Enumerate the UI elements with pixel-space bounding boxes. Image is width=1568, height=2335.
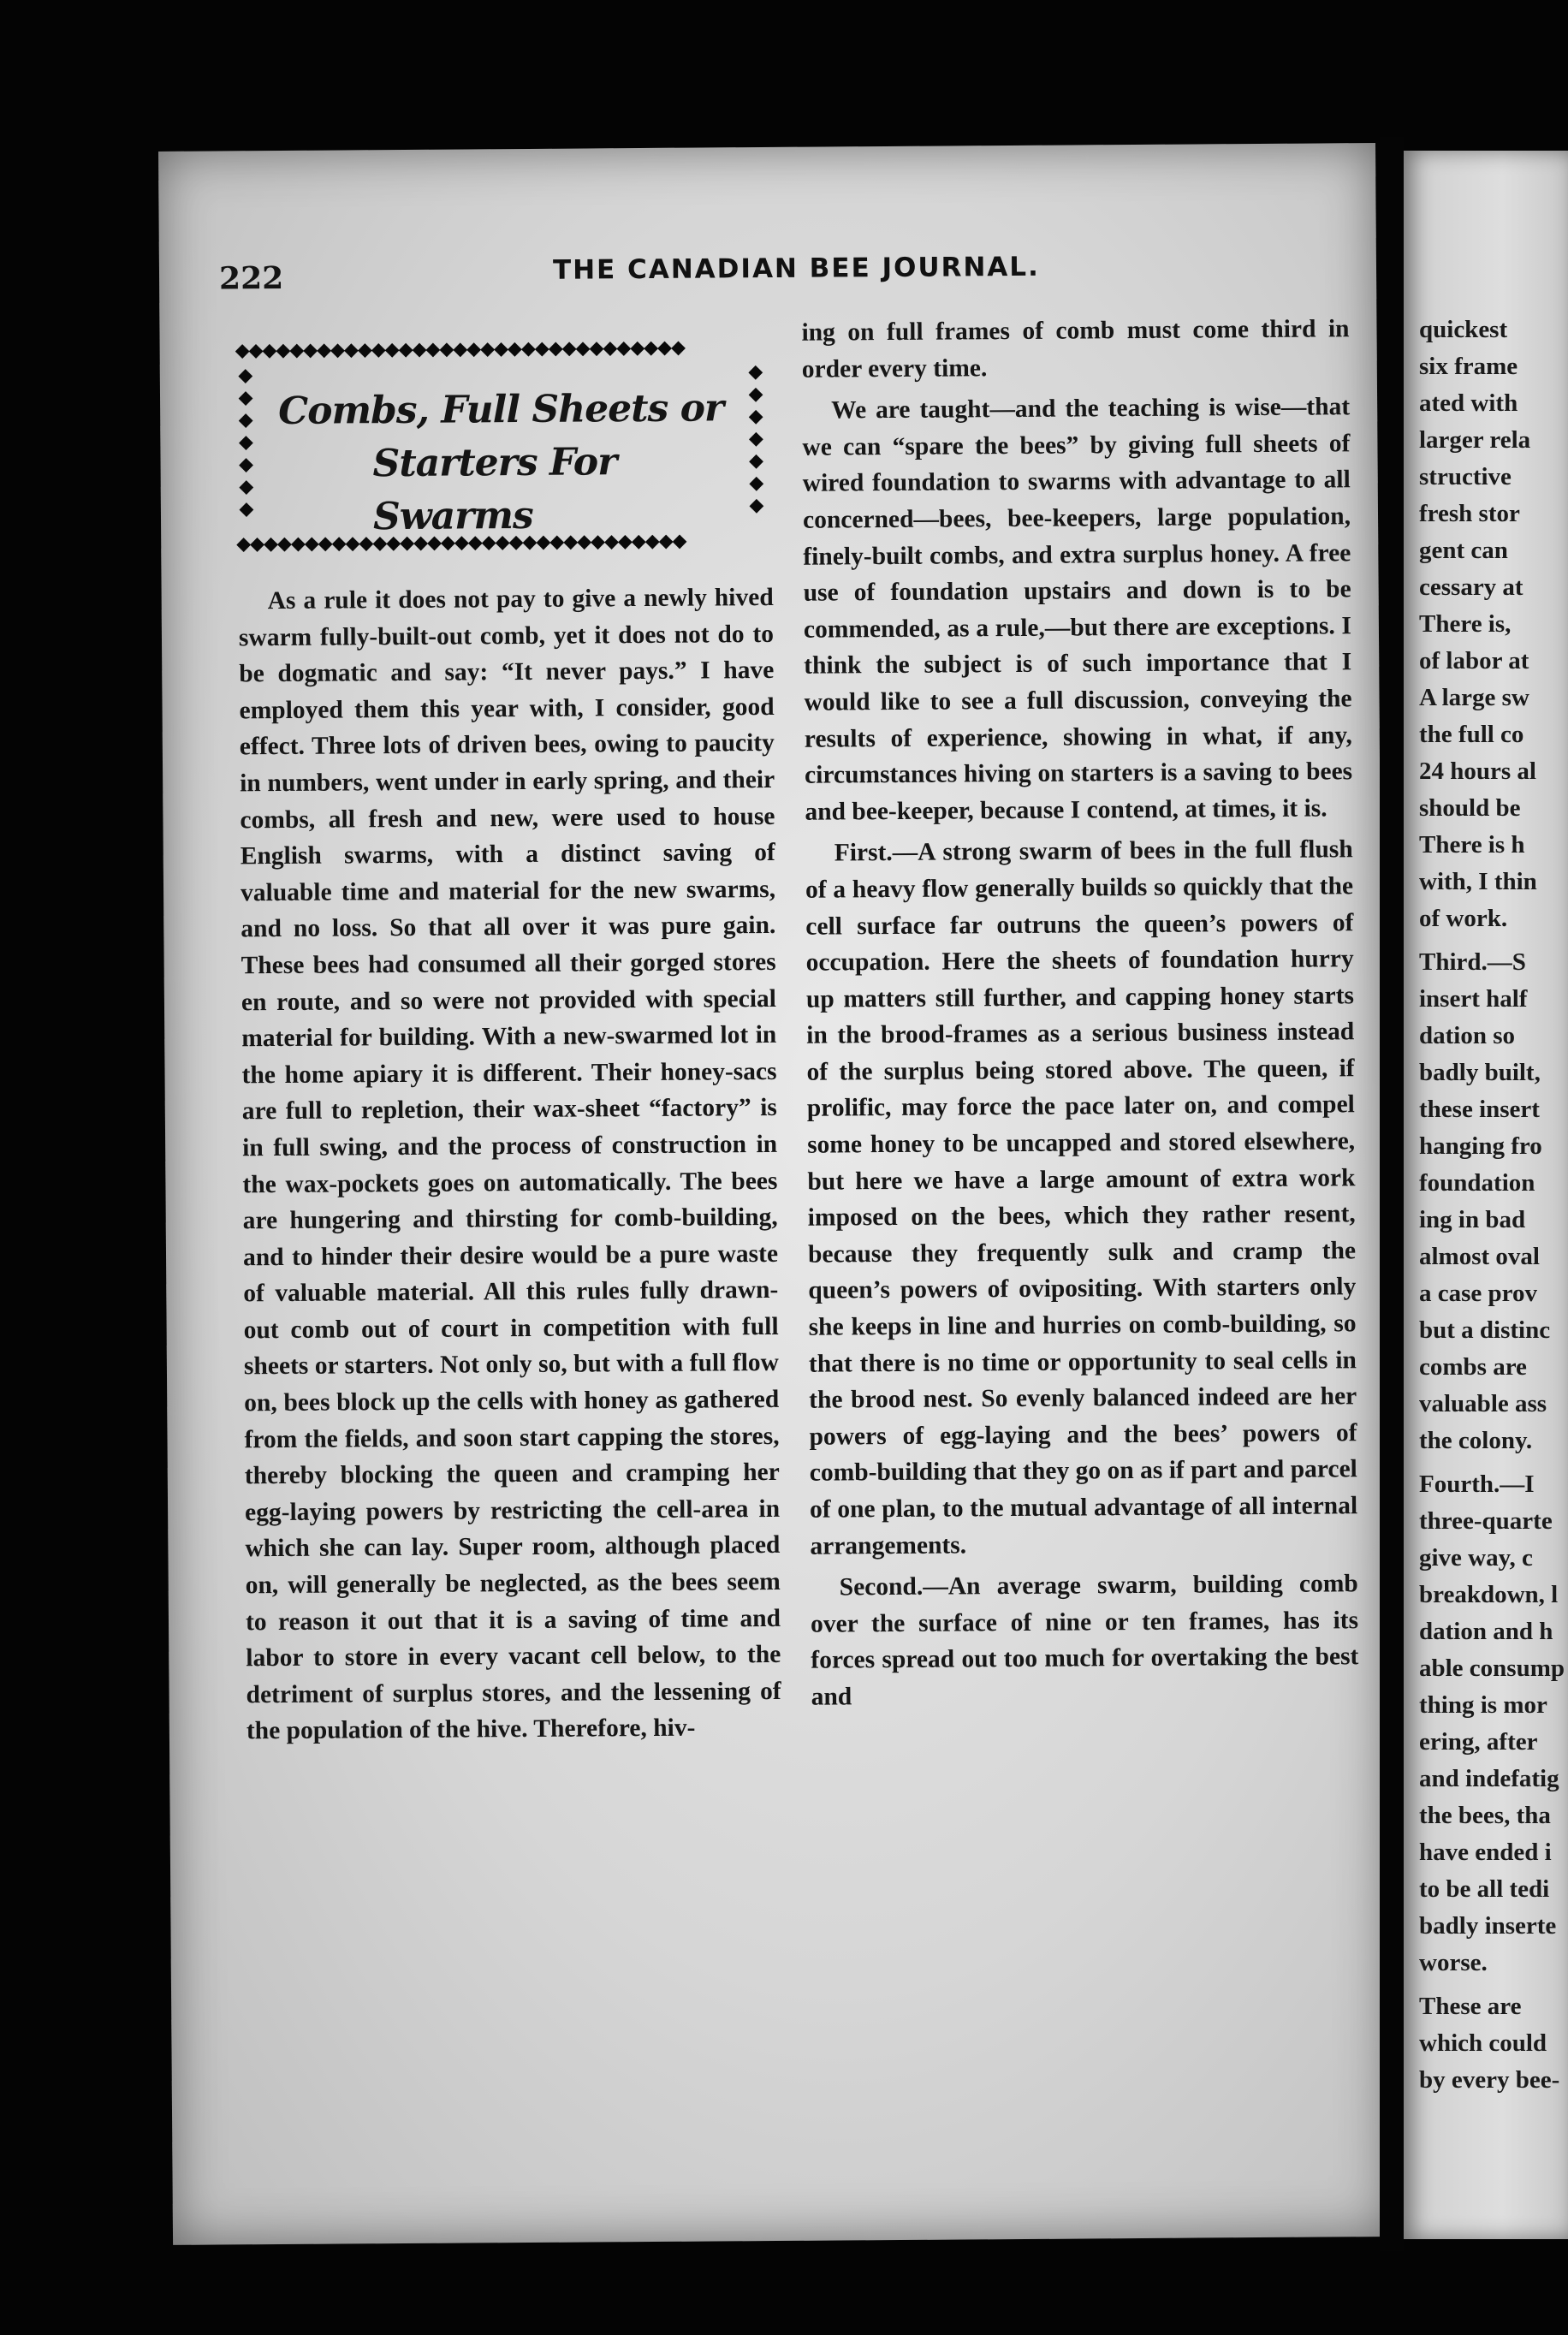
decorative-border-right: ◆ ◆ ◆ ◆ ◆ ◆ ◆ [748, 361, 764, 517]
next-page-line: which could [1419, 2029, 1547, 2057]
next-page-line: structive [1419, 463, 1512, 490]
next-page-line: quickest [1419, 316, 1508, 343]
next-page-line: combs are [1419, 1353, 1527, 1381]
next-page-line: give way, c [1419, 1544, 1533, 1572]
next-page-line: thing is mor [1419, 1691, 1547, 1719]
next-page-line: but a distinc [1419, 1316, 1551, 1344]
next-page-line: insert half [1419, 985, 1528, 1013]
next-page-line: dation so [1419, 1022, 1516, 1049]
journal-title: THE CANADIAN BEE JOURNAL. [552, 251, 1041, 286]
next-page-text-lines [1419, 312, 1568, 2099]
next-page-line: breakdown, l [1419, 1581, 1559, 1608]
next-page-line: the colony. [1419, 1427, 1533, 1454]
next-page-line: hanging fro [1419, 1132, 1542, 1160]
next-page-line: three-quarte [1419, 1507, 1553, 1535]
journal-page [158, 143, 1390, 2245]
next-page-line: badly built, [1419, 1059, 1541, 1086]
next-page-line: fresh stor [1419, 500, 1520, 527]
paragraph: We are taught—and the teaching is wise—that we can “spare the bees” by giving full sheets of wired foundation to swarms with advantage to all concerned—bees, bee-keepers, large population, finely-built combs, and extra surplus honey. A free use of foundation upstairs and down is to be commended, as a rule,—but there are exceptions. I think the subject is of such importance that I would like to see a full discussion, conveying the results of experience, showing in what, if any, circumstances hiving on starters is a saving to bees and bee-keeper, because I contend, at times, it is. [802, 393, 1353, 826]
next-page-line: dation and h [1419, 1618, 1553, 1645]
next-page-line: cessary at [1419, 573, 1523, 601]
next-page-line: ering, after [1419, 1728, 1538, 1756]
article-title-box [235, 337, 768, 555]
next-page-line: These are [1419, 1993, 1522, 2020]
next-page-line: worse. [1419, 1949, 1488, 1976]
next-page-line: foundation [1419, 1169, 1535, 1197]
page-number: 222 [218, 259, 284, 297]
next-page-line: badly inserte [1419, 1912, 1557, 1940]
article-title [278, 382, 724, 544]
next-page-line: by every bee- [1419, 2066, 1560, 2094]
next-page-line: gent can [1419, 537, 1508, 564]
next-page-line: with, I thin [1419, 868, 1537, 895]
next-page-line: six frame [1419, 353, 1518, 380]
article-title-line-1: Combs, Full Sheets or [277, 386, 724, 433]
decorative-border-bottom: ◆◆◆◆◆◆◆◆◆◆◆◆◆◆◆◆◆◆◆◆◆◆◆◆◆◆◆◆◆◆◆◆◆ [236, 531, 686, 556]
next-page-line: There is h [1419, 831, 1525, 859]
next-page-line: ing in bad [1419, 1206, 1526, 1233]
next-page-line: of labor at [1419, 647, 1529, 674]
next-page-line: these insert [1419, 1096, 1540, 1123]
paragraph: As a rule it does not pay to give a newly hived swarm fully-built-out comb, yet it does not do to be dogmatic and say: “It never pays.” I have employed them this year with, I consider, good effect. Three lots of driven bees, owing to paucity in numbers, went under in early spring, and their combs, all fresh and new, were used to house English swarms, with a distinct saving of valuable time and material for the new swarms, and no loss. So that all over it was pure gain. These bees had consumed all their gorged stores en route, and so were not provided with special material for building. With a new-swarmed lot in the home apiary it is different. Their honey-sacs are full to repletion, their wax-sheet “factory” is in full swing, and the process of construction in the wax-pockets goes on automatically. The bees are hungering and thirsting for comb-building, and to hinder their desire would be a pure waste of valuable material. All this rules fully drawn-out comb out of court in competition with full sheets or starters. Not only so, but with a full flow on, bees block up the cells with honey as gathered from the fields, and soon start capping the stores, thereby blocking the queen and cramping her egg-laying powers by restricting the cell-area in which she can lay. Super room, although placed on, will generally be neglected, as the bees seem to reason it out that it is a saving of time and labor to store in every vacant cell below, to the detriment of surplus stores, and the lessening of the population of the hive. Therefore, hiv- [238, 583, 781, 1745]
article-title-line-2: Starters For Swarms [372, 440, 617, 539]
paragraph-continuation: ing on full frames of comb must come third in order every time. [801, 315, 1350, 383]
next-page-line: larger rela [1419, 426, 1531, 454]
next-page-line: Fourth.—I [1419, 1471, 1535, 1498]
next-page-line: the bees, tha [1419, 1802, 1551, 1829]
next-page-line: A large sw [1419, 684, 1529, 711]
paragraph: First.—A strong swarm of bees in the full flush of a heavy flow generally builds so quickly that the cell surface far outruns the queen’s powers of occupation. Here the sheets of foundation hurry up matters still further, and capping honey starts in the brood-frames as a serious business instead of the surplus being stored above. The queen, if prolific, may force the pace later on, and compel some honey to be uncapped and stored elsewhere, but here we have a large amount of extra work imposed on the bees, which they rather resent, because they frequently sulk and cramp the queen’s powers of ovipositing. With starters only she keeps in line and hurries on comb-building, so that there is no time or opportunity to seal cells in the brood nest. So evenly balanced indeed are her powers of egg-laying and the bees’ powers of comb-building that they go on as if part and parcel of one plan, to the mutual advantage of all internal arrangements. [805, 835, 1358, 1560]
next-page-line: valuable ass [1419, 1390, 1547, 1417]
next-page-line: There is, [1419, 610, 1512, 638]
paragraph: Second.—An average swarm, building comb over the surface of nine or ten frames, has its forces spread out too much for overtaking the best and [810, 1570, 1359, 1711]
decorative-border-left: ◆ ◆ ◆ ◆ ◆ ◆ ◆ [238, 365, 254, 520]
next-page-line: 24 hours al [1419, 758, 1536, 785]
next-page-line: able consump [1419, 1655, 1565, 1682]
page-gutter [1380, 137, 1404, 2251]
right-text-column [801, 311, 1358, 1720]
page-header [218, 244, 1323, 297]
next-page-line: ated with [1419, 389, 1518, 417]
next-page-line: to be all tedi [1419, 1875, 1550, 1903]
next-page-line: of work. [1419, 905, 1508, 932]
next-page-line: a case prov [1419, 1280, 1538, 1307]
next-page-line: almost oval [1419, 1243, 1540, 1270]
next-page-line: should be [1419, 794, 1521, 822]
next-page-line: Third.—S [1419, 948, 1526, 976]
next-page-line: the full co [1419, 721, 1524, 748]
next-page-fragment [1404, 151, 1568, 2239]
next-page-line: and indefatig [1419, 1765, 1559, 1792]
decorative-border-top: ◆◆◆◆◆◆◆◆◆◆◆◆◆◆◆◆◆◆◆◆◆◆◆◆◆◆◆◆◆◆◆◆◆ [235, 337, 686, 362]
left-text-column [239, 579, 782, 1755]
next-page-line: have ended i [1419, 1839, 1552, 1866]
